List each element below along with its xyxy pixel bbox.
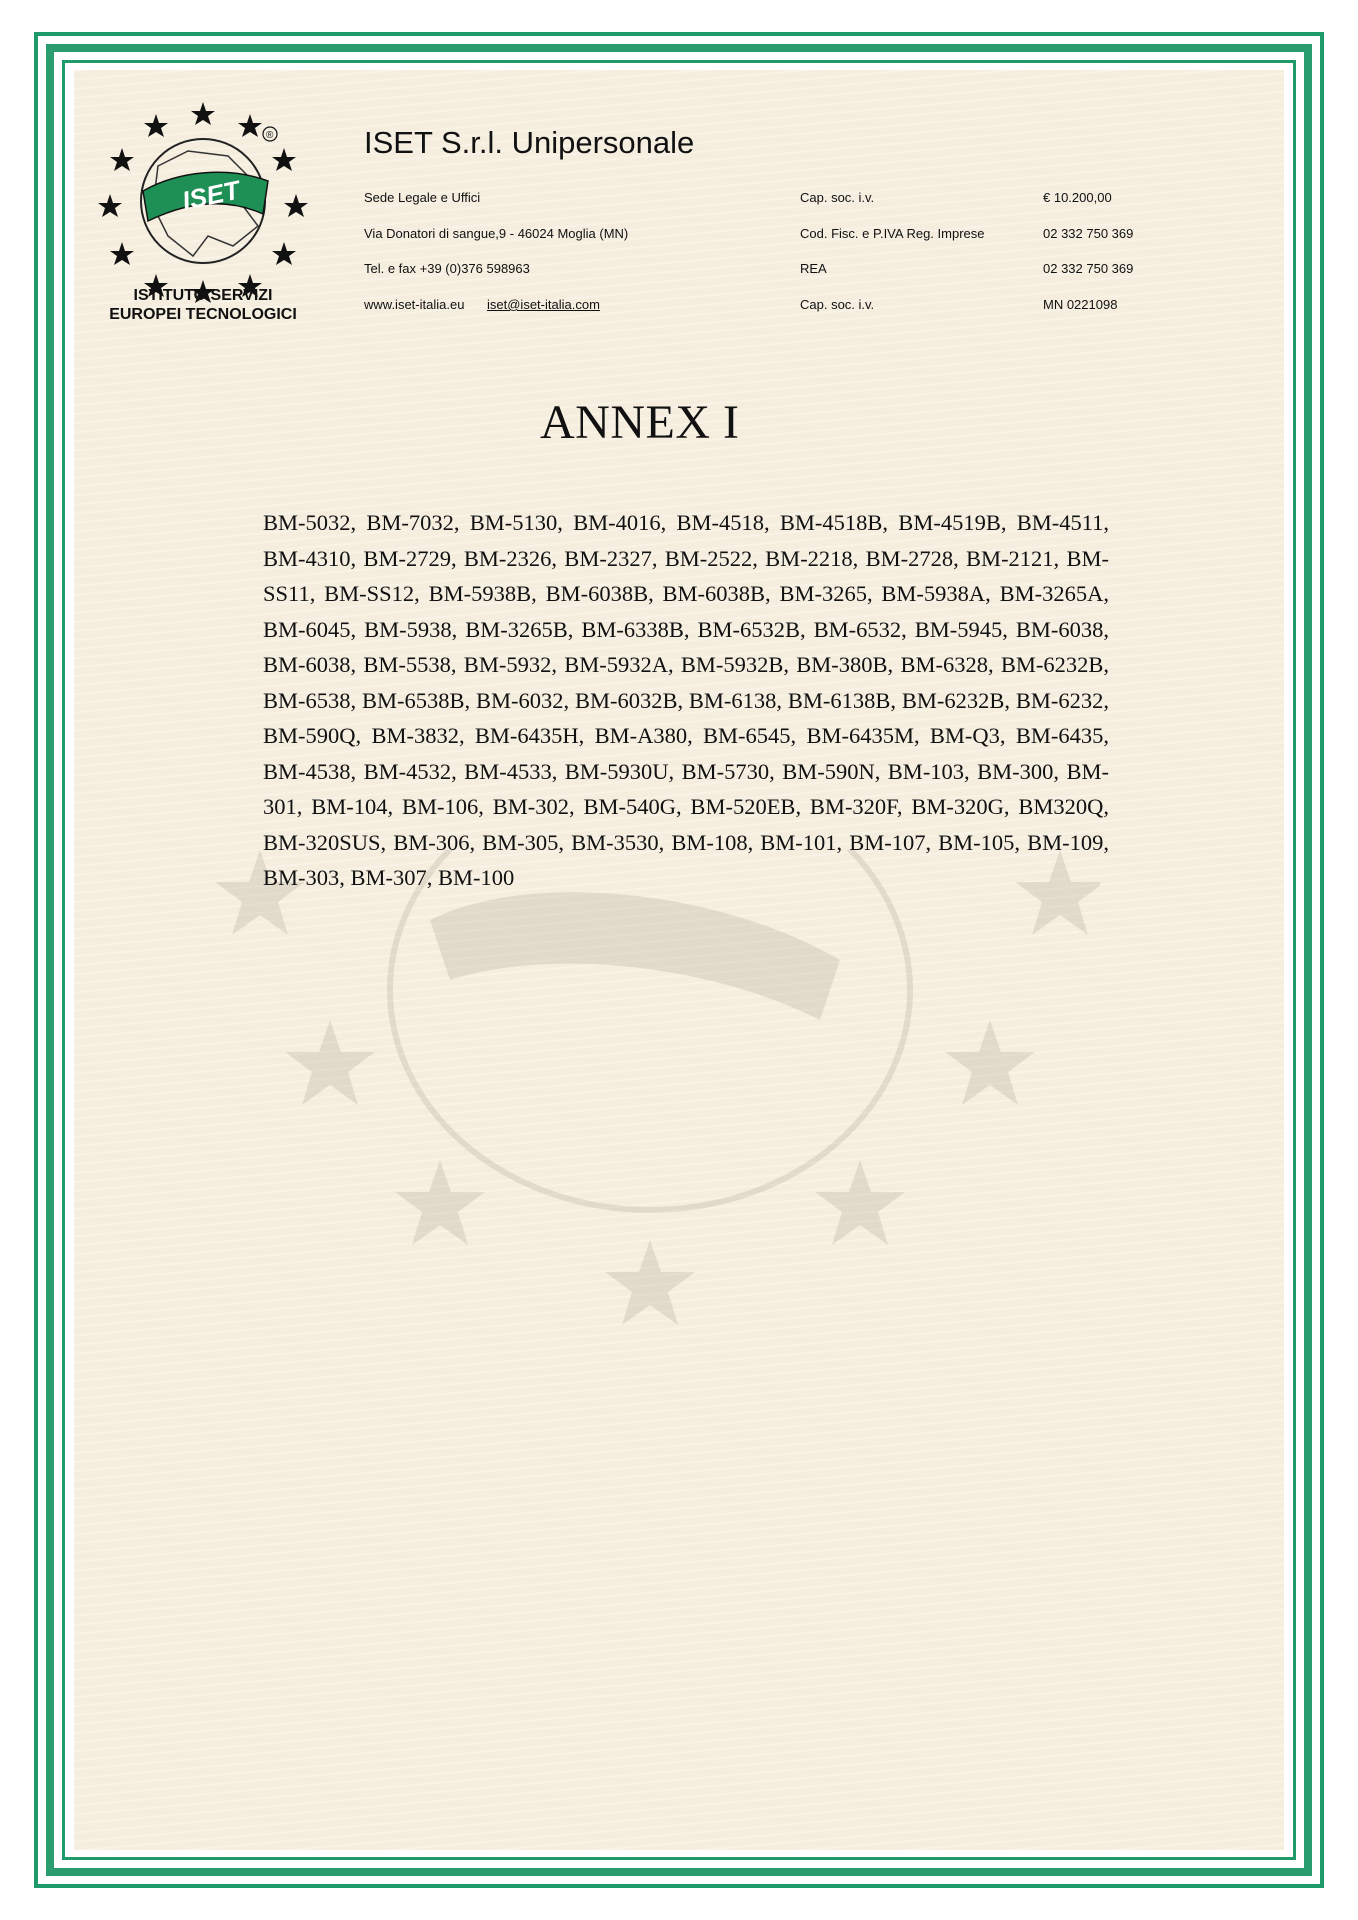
header-vat-label: Cod. Fisc. e P.IVA Reg. Imprese xyxy=(800,226,985,241)
logo-star-icon xyxy=(272,148,296,171)
header-rea-label: REA xyxy=(800,261,827,276)
logo-star-icon xyxy=(191,102,215,125)
header-rea-value: 02 332 750 369 xyxy=(1043,261,1134,276)
registered-mark: ® xyxy=(266,130,274,141)
svg-text:ISET: ISET xyxy=(179,174,243,216)
logo-caption-line1: ISTITUTO SERVIZI xyxy=(133,287,273,304)
annex-title: ANNEX I xyxy=(540,396,740,449)
watermark-star-icon xyxy=(395,1160,485,1245)
logo-star-icon xyxy=(110,242,134,265)
header-capital-label-2: Cap. soc. i.v. xyxy=(800,297,875,312)
watermark-star-icon xyxy=(285,1020,375,1105)
model-list: BM-5032, BM-7032, BM-5130, BM-4016, BM-4518, BM-4518B, BM-4519B, BM-4511, BM-4310, BM-2729, BM-2326, BM-2327, BM-2522, BM-2218, BM-2728, BM-2121, BM-SS11, BM-SS12, BM-5938B, BM-6038B, BM-6038B, BM-3265, BM-5938A, BM-3265A, BM-6045, BM-5938, BM-3265B, BM-6338B, BM-6532B, BM-6532, BM-5945, BM-6038, BM-6038, BM-5538, BM-5932, BM-5932A, BM-5932B, BM-380B, BM-6328, BM-6232B, BM-6538, BM-6538B, BM-6032, BM-6032B, BM-6138, BM-6138B, BM-6232B, BM-6232, BM-590Q, BM-3832, BM-6435H, BM-A380, BM-6545, BM-6435M, BM-Q3, BM-6435, BM-4538, BM-4532, BM-4533, BM-5930U, BM-5730, BM-590N, BM-103, BM-300, BM-301, BM-104, BM-106, BM-302, BM-540G, BM-520EB, BM-320F, BM-320G, BM320Q, BM-320SUS, BM-306, BM-305, BM-3530, BM-108, BM-101, BM-107, BM-105, BM-109, BM-303, BM-307, BM-100 xyxy=(263,510,1109,890)
watermark-star-icon xyxy=(945,1020,1035,1105)
header-address-label: Sede Legale e Uffici xyxy=(364,190,481,205)
logo-star-icon xyxy=(144,114,168,137)
logo-caption xyxy=(98,286,308,324)
watermark-logo xyxy=(200,850,1100,1370)
logo-star-icon xyxy=(110,148,134,171)
logo-star-icon xyxy=(284,194,308,217)
watermark-star-icon xyxy=(605,1240,695,1325)
company-name: ISET S.r.l. Unipersonale xyxy=(364,125,695,160)
header-registry-value: MN 0221098 xyxy=(1043,297,1118,312)
header-email-link[interactable]: iset@iset-italia.com xyxy=(487,297,600,312)
header-capital-label: Cap. soc. i.v. xyxy=(800,190,875,205)
watermark-star-icon xyxy=(815,1160,905,1245)
header-website-link[interactable]: www.iset-italia.eu xyxy=(364,297,465,312)
logo-star-icon xyxy=(272,242,296,265)
header-capital-value: € 10.200,00 xyxy=(1043,190,1112,205)
logo-star-icon xyxy=(238,114,262,137)
logo-caption-line2: EUROPEI TECNOLOGICI xyxy=(109,306,297,323)
logo-star-icon xyxy=(98,194,122,217)
header-phone: Tel. e fax +39 (0)376 598963 xyxy=(364,261,530,276)
header-vat-value: 02 332 750 369 xyxy=(1043,226,1134,241)
header-address: Via Donatori di sangue,9 - 46024 Moglia (MN) xyxy=(364,226,629,241)
